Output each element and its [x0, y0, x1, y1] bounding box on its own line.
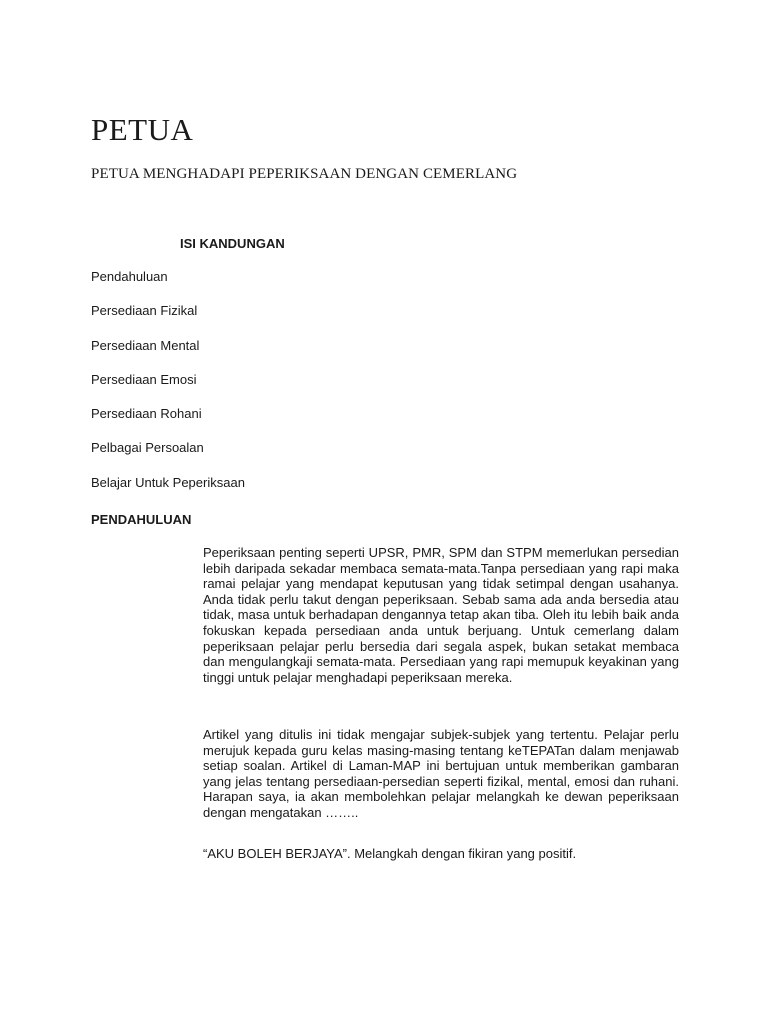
toc-item-pendahuluan: Pendahuluan — [91, 269, 168, 284]
section-heading: PENDAHULUAN — [91, 512, 192, 527]
toc-list — [91, 269, 245, 509]
toc-item-persediaan-emosi: Persediaan Emosi — [91, 371, 197, 387]
toc-item-pelbagai-persoalan: Pelbagai Persoalan — [91, 440, 204, 456]
toc-heading: ISI KANDUNGAN — [180, 236, 285, 251]
paragraph-2: Artikel yang ditulis ini tidak mengajar subjek-subjek yang tertentu. Pelajar perlu merujuk kepada guru kelas masing-masing tentang keTEPATan dalam menjawab setiap soalan. Artikel di Laman-MAP ini bertujuan untuk memberikan gambaran yang jelas tentang persediaan-persedian seperti fizikal, mental, emosi dan ruhani. Harapan saya, ia akan membolehkan pelajar melangkah ke dewan peperiksaan dengan mengatakan …….. — [203, 727, 679, 820]
toc-item-persediaan-rohani: Persediaan Rohani — [91, 406, 202, 422]
toc-item-belajar-untuk-peperiksaan: Belajar Untuk Peperiksaan — [91, 474, 245, 490]
document-subtitle: PETUA MENGHADAPI PEPERIKSAAN DENGAN CEMERLANG — [91, 166, 518, 182]
toc-item-persediaan-mental: Persediaan Mental — [91, 337, 200, 353]
paragraph-3: “AKU BOLEH BERJAYA”. Melangkah dengan fikiran yang positif. — [203, 846, 577, 861]
paragraph-1: Peperiksaan penting seperti UPSR, PMR, SPM dan STPM memerlukan persedian lebih daripada sekadar membaca semata-mata.Tanpa persediaan yang rapi maka ramai pelajar yang mendapat keputusan yang tidak setimpal dengan usahanya. Anda tidak perlu takut dengan peperiksaan. Sebab sama ada anda bersedia atau tidak, masa untuk berhadapan dengannya tetap akan tiba. Oleh itu lebih baik anda fokuskan kepada persediaan anda untuk berjuang. Untuk cemerlang dalam peperiksaan pelajar perlu bersedia dari segala aspek, bukan setakat membaca dan mengulangkaji semata-mata. Persediaan yang rapi memupuk keyakinan yang tinggi untuk pelajar menghadapi peperiksaan mereka. — [203, 545, 679, 685]
toc-item-persediaan-fizikal: Persediaan Fizikal — [91, 303, 198, 319]
document-title: PETUA — [91, 112, 194, 147]
